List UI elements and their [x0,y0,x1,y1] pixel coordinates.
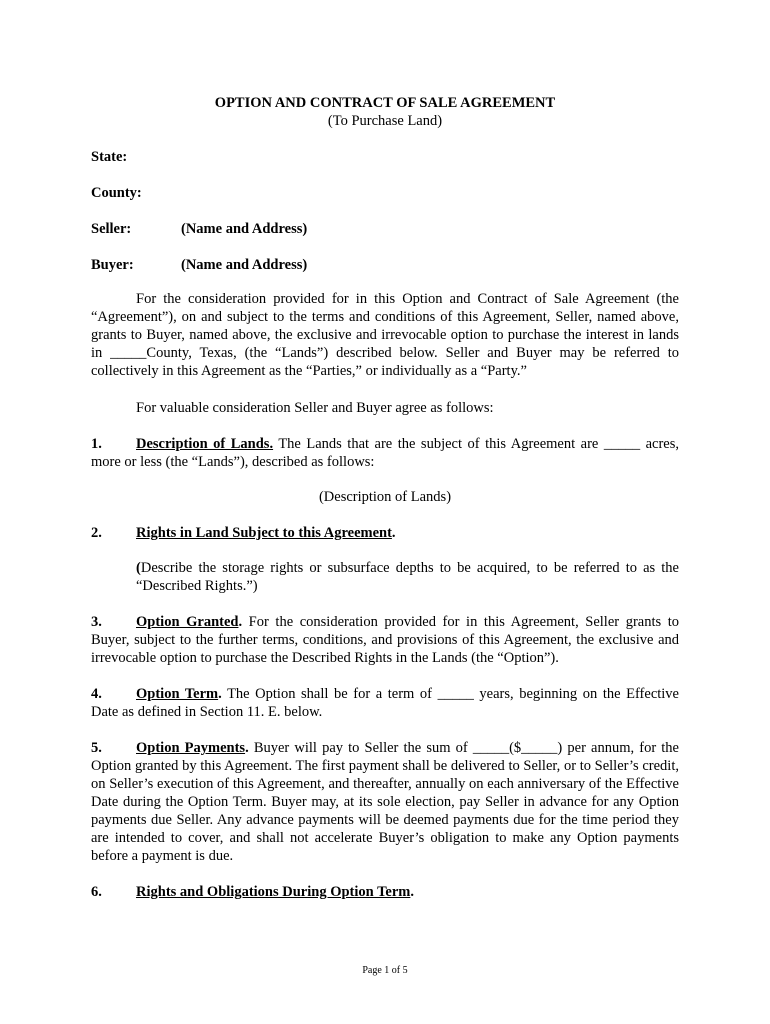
section-3 [91,613,679,667]
section-title-period: . [218,686,222,702]
section-title: Option Payments [136,740,246,756]
section-title: Option Granted [136,614,239,630]
field-seller [91,220,679,238]
section-title: Option Term [136,686,219,702]
intro-paragraph: For the consideration provided for in this Option and Contract of Sale Agreement (the “Agreement”), on and subject to the terms and conditions of this Agreement, Seller, named above, grants to Buyer, named above, the exclusive and irrevocable option to purchase the interest in lands in _____County, Texas, (the “Lands”) described below. Seller and Buyer may be referred to collectively in this Agreement as the “Parties,” or individually as a “Party.” [91,291,679,379]
section-2 [91,524,679,542]
section-number: 6. [91,884,102,900]
rights-description [91,559,679,595]
section-title-period: . [245,740,249,756]
field-label: County: [91,185,142,201]
rights-text: Describe the storage rights or subsurface depths to be acquired, to be referred to as the “Described Rights.”) [136,560,679,594]
rights-open-paren: ( [136,560,141,576]
section-title-period: . [238,614,243,630]
section-6 [91,883,679,901]
section-text: For the consideration provided for in this Agreement, Seller grants to Buyer, subject to the further terms, conditions, and provisions of this Agreement, the exclusive and irrevocable option to purchase the Described Rights in the Lands (the “Option”). [91,614,679,666]
section-number: 3. [91,614,102,630]
section-1 [91,435,679,471]
field-value: (Name and Address) [181,257,308,273]
section-title: Rights in Land Subject to this Agreement [136,525,392,541]
field-label: State: [91,149,128,165]
section-title-period: . [410,884,414,900]
field-county [91,184,679,202]
field-label: Buyer: [91,257,134,273]
section-title: Description of Lands. [136,436,274,452]
section-title: Rights and Obligations During Option Term [136,884,411,900]
field-label: Seller: [91,221,132,237]
section-number: 5. [91,740,102,756]
field-value: (Name and Address) [181,221,308,237]
page-footer: Page 1 of 5 [362,965,408,976]
field-state [91,148,679,166]
field-buyer [91,256,679,274]
section-title-period: . [391,525,396,541]
document-body [91,94,679,901]
section-number: 1. [91,436,102,452]
section-text: The Option shall be for a term of _____ years, beginning on the Effective Date as defined in Section 11. E. below. [91,686,679,720]
agree-paragraph: For valuable consideration Seller and Buyer agree as follows: [136,400,494,416]
section-5 [91,739,679,865]
document-subtitle: (To Purchase Land) [327,113,443,129]
section-text: The Lands that are the subject of this Agreement are _____ acres, more or less (the “Lands”), described as follows: [91,436,679,470]
section-4 [91,685,679,721]
section-number: 4. [91,686,102,702]
section-text: Buyer will pay to Seller the sum of _____($_____) per annum, for the Option granted by this Agreement. The first payment shall be delivered to Seller, or to Seller’s credit, on Seller’s execution of this Agreement, and thereafter, annually on each anniversary of the Effective Date during the Option Term. Buyer may, at its sole election, pay Seller in advance for any Option payments due Seller. Any advance payments will be deemed payments due for the time period they are intended to cover, and shall not accelerate Buyer’s obligation to make any Option payments before a payment is due. [91,740,679,864]
section-number: 2. [91,525,102,541]
lands-description: (Description of Lands) [318,489,452,505]
document-title: OPTION AND CONTRACT OF SALE AGREEMENT [214,95,556,111]
